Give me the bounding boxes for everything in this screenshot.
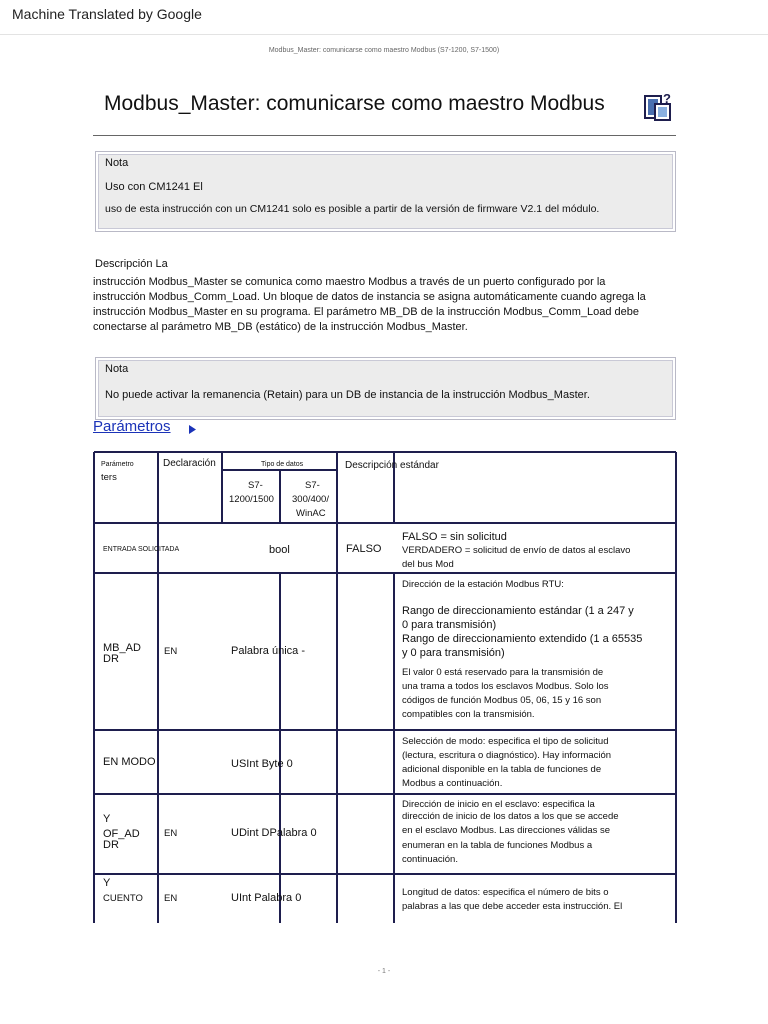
header-s71200-a: S7-: [248, 480, 263, 491]
row-data-addr-decl: EN: [164, 828, 178, 839]
row-mode-param: EN MODO: [103, 756, 156, 768]
note-text: uso de esta instrucción con un CM1241 solo es posible a partir de la versión de firmware V2.1 del módulo.: [105, 203, 600, 215]
row-req-default: FALSO: [346, 543, 382, 555]
header-param: Parámetro: [101, 461, 134, 468]
banner-divider: [0, 34, 768, 35]
svg-text:?: ?: [663, 92, 671, 106]
row-addr-type: Palabra única -: [231, 645, 305, 657]
header-s7300-b: 300/400/: [292, 494, 329, 505]
note-label: Nota: [105, 363, 129, 375]
row-data-len-param: Y CUENTO: [103, 877, 143, 904]
description-heading: Descripción La: [95, 258, 168, 270]
header-s71200-b: 1200/1500: [229, 494, 274, 505]
note-box-retain: [95, 357, 676, 420]
title-rule: [93, 135, 676, 136]
row-data-len-decl: EN: [164, 893, 178, 904]
row-data-addr-param: Y OF_AD DR: [103, 813, 140, 851]
row-data-len-type: UInt Palabra 0: [231, 892, 302, 904]
page-number: - 1 -: [377, 968, 391, 975]
note-heading: Uso con CM1241 El: [105, 181, 203, 193]
description-line: conectarse al parámetro MB_DB (estático) de la instrucción Modbus_Master.: [93, 321, 468, 333]
row-mode-description: Selección de modo: especifica el tipo de solicitud (lectura, escritura o diagnóstico). Hay información adicional disponible en la tabla de funciones de Modbus a continuación.: [402, 736, 612, 789]
help-question-icon[interactable]: [644, 92, 674, 122]
note-box-cm1241: [95, 151, 676, 232]
row-data-len-description: Longitud de datos: especifica el número de bits o palabras a las que debe acceder esta instrucción. El: [402, 887, 623, 912]
header-declaration: Declaración: [163, 458, 216, 469]
description-line: instrucción Modbus_Master se comunica como maestro Modbus a través de un puerto configurado por la: [93, 276, 606, 288]
row-req-param: ENTRADA SOLICITADA: [103, 546, 180, 553]
page-title: Modbus_Master: comunicarse como maestro Modbus: [104, 92, 605, 115]
row-req-type: bool: [269, 544, 290, 556]
header-datatype: Tipo de datos: [261, 461, 304, 468]
header-description: Descripción estándar: [345, 460, 439, 471]
row-addr-param: MB_AD DR: [103, 642, 141, 665]
row-req-description: FALSO = sin solicitud VERDADERO = solicitud de envío de datos al esclavo del bus Mod: [402, 531, 631, 570]
description-paragraph: [93, 275, 683, 335]
row-addr-decl: EN: [164, 646, 178, 657]
row-data-addr-type: UDint DPalabra 0: [231, 827, 317, 839]
machine-translated-banner: Machine Translated by Google: [12, 6, 202, 22]
header-s7300-a: S7-: [305, 480, 320, 491]
description-line: instrucción Modbus_Comm_Load. Un bloque de datos de instancia se asigna automáticamente cuando agrega la: [93, 291, 646, 303]
note-label: Nota: [105, 157, 129, 169]
description-line: instrucción Modbus_Master en su programa. El parámetro MB_DB de la instrucción Modbus_Comm_Load debe: [93, 306, 639, 318]
header-param-suffix: ters: [101, 472, 117, 483]
row-addr-description: Dirección de la estación Modbus RTU: Rango de direccionamiento estándar (1 a 247 y 0 para transmisión) Rango de direccionamiento extendido (1 a 65535 y 0 para transmisión) El valor 0 está reservado para la transmisión de una trama a todos los esclavos Modbus. Solo los códigos de función Modbus 05, 06, 15 y 16 son compatibles con la transmisión.: [402, 579, 643, 720]
note-text: No puede activar la remanencia (Retain) para un DB de instancia de la instrucción Modbus_Master.: [105, 389, 590, 401]
row-data-addr-description: Dirección de inicio en el esclavo: especifica la dirección de inicio de los datos a los que se accede en el esclavo Modbus. Las direcciones válidas se enumeran en la tabla de funciones Modbus a continuación.: [402, 799, 619, 865]
row-mode-type: USInt Byte 0: [231, 758, 293, 770]
header-s7300-c: WinAC: [296, 508, 326, 519]
play-arrow-icon[interactable]: [188, 424, 197, 435]
parameters-link[interactable]: Parámetros: [93, 418, 171, 435]
running-header: Modbus_Master: comunicarse como maestro Modbus (S7-1200, S7-1500): [268, 47, 500, 54]
parameters-table: [93, 451, 677, 923]
